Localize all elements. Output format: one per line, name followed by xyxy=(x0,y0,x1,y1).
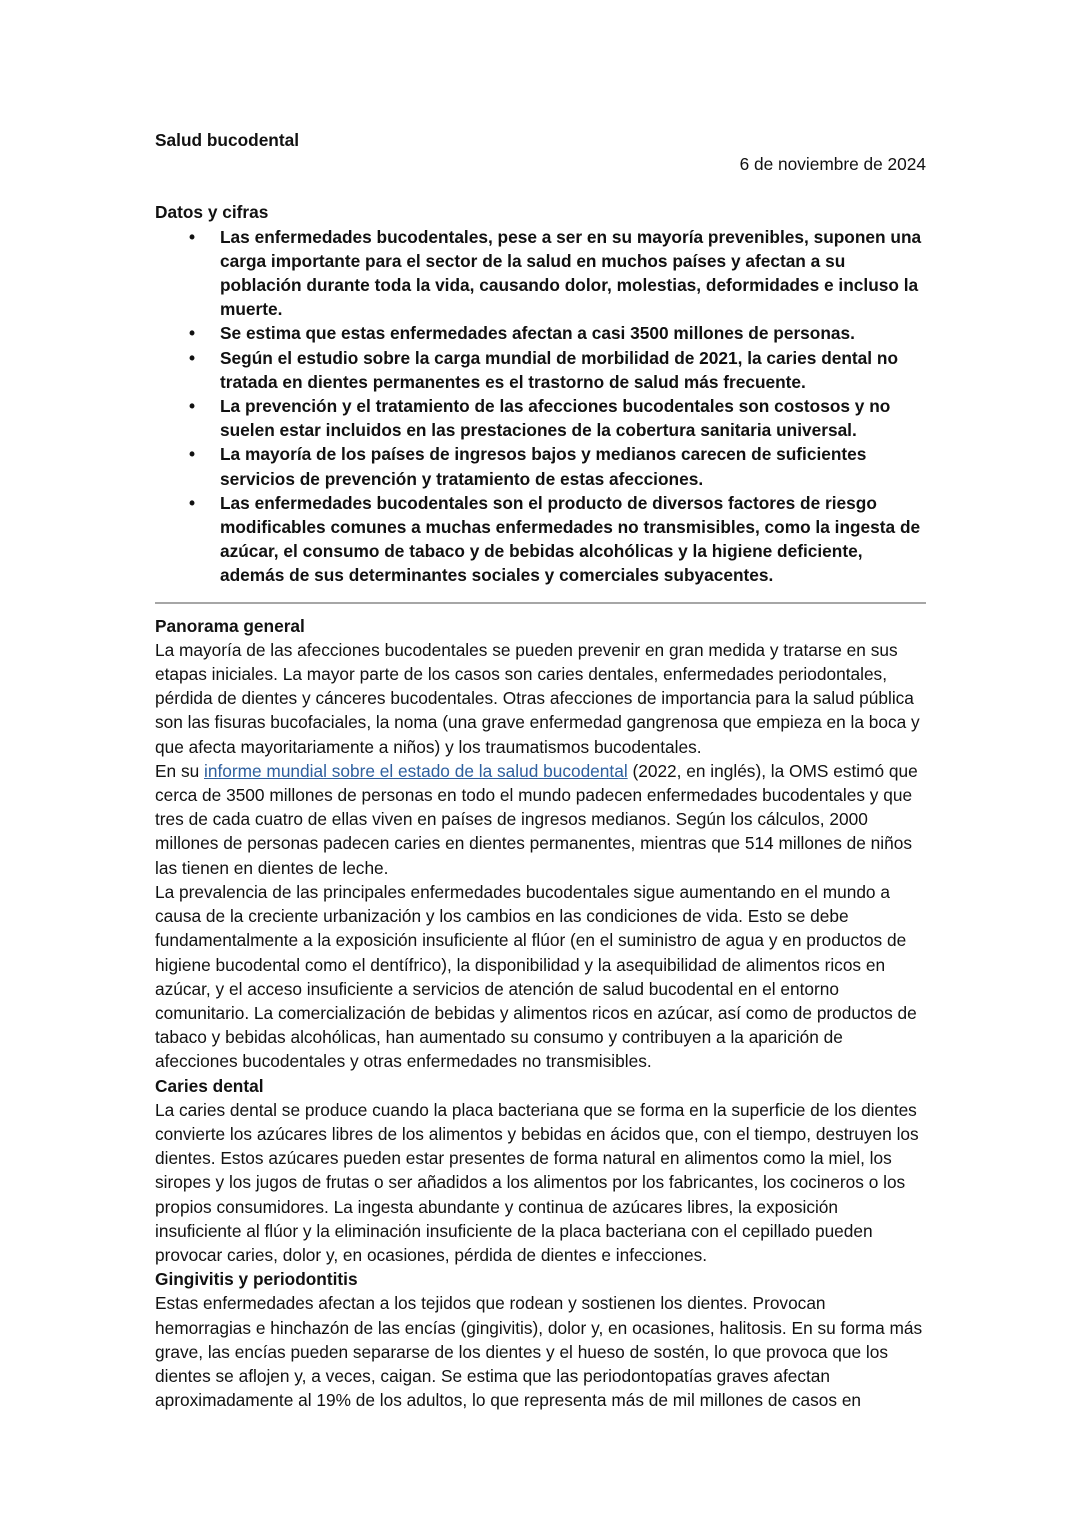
bullet-icon: • xyxy=(189,492,196,513)
overview-paragraph-3: La prevalencia de las principales enfermedades bucodentales sigue aumentando en el mundo a causa de la creciente urbanización y los cambios en las condiciones de vida. Esto se debe fundamentalmente a la exposición insuficiente al flúor (en el suministro de agua y en productos de higiene bucodental como el dentífrico), la disponibilidad y la asequibilidad de alimentos ricos en azúcar, y el acceso insuficiente a servicios de atención de salud bucodental en el entorno comunitario. La comercialización de bebidas y alimentos ricos en azúcar, así como de productos de tabaco y bebidas alcohólicas, han aumentado su consumo y contribuyen a la aparición de afecciones bucodentales y otras enfermedades no transmisibles. xyxy=(155,881,917,1072)
fact-text: Las enfermedades bucodentales, pese a ser en su mayoría prevenibles, suponen una carga importante para el sector de la salud en muchos países y afectan a su población durante toda la vida, causando dolor, molestias, deformidades e incluso la muerte. xyxy=(220,226,922,320)
bullet-icon: • xyxy=(189,396,196,417)
bullet-icon: • xyxy=(189,444,196,465)
fact-item xyxy=(155,394,926,442)
fact-item xyxy=(155,321,926,345)
overview-paragraph-2 xyxy=(155,759,926,880)
bullet-icon: • xyxy=(189,323,196,344)
fact-text: Las enfermedades bucodentales son el producto de diversos factores de riesgo modificables comunes a muchas enfermedades no transmisibles, como la ingesta de azúcar, el consumo de tabaco y de bebidas alcohólicas y la higiene deficiente, además de sus determinantes sociales y comerciales subyacentes. xyxy=(220,492,921,586)
fact-item xyxy=(155,491,926,588)
overview-p2-before: En su xyxy=(155,760,204,781)
facts-list xyxy=(155,225,926,588)
fact-item xyxy=(155,225,926,322)
facts-heading: Datos y cifras xyxy=(155,202,269,223)
section-divider xyxy=(155,602,926,604)
overview-p2-after: (2022, en inglés), la OMS estimó que cerca de 3500 millones de personas en todo el mundo padecen enfermedades bucodentales y que tres de cada cuatro de ellas viven en países de ingresos medianos. Según los cálculos, 2000 millones de personas padecen caries en dientes permanentes, mientras que 514 millones de niños las tienen en dientes de leche. xyxy=(155,760,918,878)
caries-heading: Caries dental xyxy=(155,1075,264,1096)
bullet-icon: • xyxy=(189,226,196,247)
gingivitis-paragraph: Estas enfermedades afectan a los tejidos que rodean y sostienen los dientes. Provocan hemorragias e hinchazón de las encías (gingivitis), dolor y, en ocasiones, halitosis. En su forma más grave, las encías pueden separarse de los dientes y el hueso de sostén, lo que provoca que los dientes se aflojen y, a veces, caigan. Se estima que las periodontopatías graves afectan aproximadamente al 19% de los adultos, lo que representa más de mil millones de casos en xyxy=(155,1293,923,1411)
fact-text: La mayoría de los países de ingresos bajos y medianos carecen de suficientes servicios de prevención y tratamiento de estas afecciones. xyxy=(220,444,867,489)
fact-text: Según el estudio sobre la carga mundial de morbilidad de 2021, la caries dental no tratada en dientes permanentes es el trastorno de salud más frecuente. xyxy=(220,347,899,392)
gingivitis-heading: Gingivitis y periodontitis xyxy=(155,1269,358,1290)
fact-item xyxy=(155,346,926,394)
fact-text: La prevención y el tratamiento de las afecciones bucodentales son costosos y no suelen estar incluidos en las prestaciones de la cobertura sanitaria universal. xyxy=(220,396,891,441)
fact-text: Se estima que estas enfermedades afectan a casi 3500 millones de personas. xyxy=(220,323,855,344)
overview-paragraph-1: La mayoría de las afecciones bucodentales se pueden prevenir en gran medida y tratarse en sus etapas iniciales. La mayor parte de los casos son caries dentales, enfermedades periodontales, pérdida de dientes y cánceres bucodentales. Otras afecciones de importancia para la salud pública son las fisuras bucofaciales, la noma (una grave enfermedad gangrenosa que empieza en la boca y que afecta mayoritariamente a niños) y los traumatismos bucodentales. xyxy=(155,639,920,757)
fact-item xyxy=(155,442,926,490)
document-date: 6 de noviembre de 2024 xyxy=(739,154,926,175)
overview-heading: Panorama general xyxy=(155,615,305,636)
caries-paragraph: La caries dental se produce cuando la placa bacteriana que se forma en la superficie de los dientes convierte los azúcares libres de los alimentos y bebidas en ácidos que, con el tiempo, destruyen los dientes. Estos azúcares pueden estar presentes de forma natural en alimentos como la miel, los siropes y los jugos de frutas o ser añadidos a los alimentos por los fabricantes, los cocineros o los propios consumidores. La ingesta abundante y continua de azúcares libres, la exposición insuficiente al flúor y la eliminación insuficiente de la placa bacteriana con el cepillado pueden provocar caries, dolor y, en ocasiones, pérdida de dientes e infecciones. xyxy=(155,1099,919,1265)
document-title: Salud bucodental xyxy=(155,130,300,150)
bullet-icon: • xyxy=(189,347,196,368)
report-link[interactable]: informe mundial sobre el estado de la salud bucodental xyxy=(204,760,628,781)
document-content xyxy=(155,128,926,1412)
